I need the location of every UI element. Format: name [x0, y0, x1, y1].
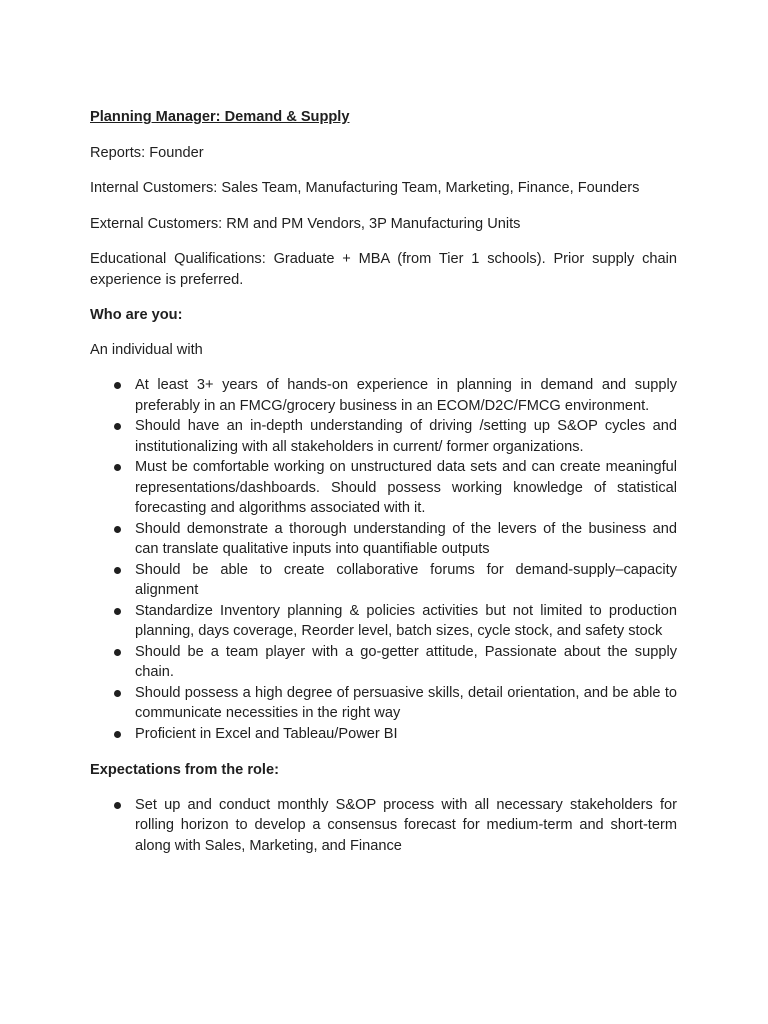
list-item — [90, 375, 677, 416]
bullet-icon — [114, 526, 121, 533]
list-item — [90, 601, 677, 642]
education-paragraph: Educational Qualifications: Graduate + MBA (from Tier 1 schools). Prior supply chain experience is preferred. — [90, 251, 677, 288]
intro-line: An individual with — [90, 341, 203, 358]
list-item-text: Set up and conduct monthly S&OP process with all necessary stakeholders for rolling horizon to develop a consensus forecast for medium-term and short-term along with Sales, Marketing, and Finance — [135, 796, 677, 854]
list-item-text: Should be a team player with a go-getter attitude, Passionate about the supply chain. — [135, 643, 677, 680]
bullet-icon — [114, 567, 121, 574]
bullet-icon — [114, 731, 121, 738]
bullet-icon — [114, 464, 121, 471]
list-item-text: Should have an in-depth understanding of driving /setting up S&OP cycles and institutionalizing with all stakeholders in current/ former organizations. — [135, 418, 677, 455]
bullet-icon — [114, 690, 121, 697]
reports-line: Reports: Founder — [90, 144, 204, 161]
bullet-icon — [114, 649, 121, 656]
list-item-text: Should be able to create collaborative forums for demand-supply–capacity alignment — [135, 561, 677, 598]
list-item-text: Must be comfortable working on unstructured data sets and can create meaningful representations/dashboards. Should possess working knowledge of statistical forecasting and algorithms associated with it. — [135, 459, 677, 516]
list-item — [90, 724, 677, 745]
bullet-icon — [114, 608, 121, 615]
list-item — [90, 795, 677, 857]
expectations-bullet-list — [90, 795, 677, 857]
external-customers-line: External Customers: RM and PM Vendors, 3P Manufacturing Units — [90, 215, 521, 232]
list-item — [90, 519, 677, 560]
bullet-icon — [114, 423, 121, 430]
internal-customers-line: Internal Customers: Sales Team, Manufacturing Team, Marketing, Finance, Founders — [90, 180, 640, 196]
list-item-text: Standardize Inventory planning & policies activities but not limited to production planning, days coverage, Reorder level, batch sizes, cycle stock, and safety stock — [135, 602, 677, 639]
list-item — [90, 457, 677, 519]
list-item-text: Should possess a high degree of persuasive skills, detail orientation, and be able to communicate necessities in the right way — [135, 684, 677, 721]
who-are-you-heading: Who are you: — [90, 307, 183, 323]
list-item — [90, 416, 677, 457]
list-item — [90, 642, 677, 683]
list-item-text: Proficient in Excel and Tableau/Power BI — [135, 725, 398, 742]
who-bullet-list — [90, 375, 677, 744]
list-item-text: Should demonstrate a thorough understanding of the levers of the business and can translate qualitative inputs into quantifiable outputs — [135, 520, 677, 557]
document-body — [90, 107, 677, 872]
bullet-icon — [114, 382, 121, 389]
bullet-icon — [114, 802, 121, 809]
list-item — [90, 560, 677, 601]
expectations-heading: Expectations from the role: — [90, 762, 279, 778]
document-title: Planning Manager: Demand & Supply — [90, 109, 350, 125]
list-item — [90, 683, 677, 724]
list-item-text: At least 3+ years of hands-on experience in planning in demand and supply preferably in an FMCG/grocery business in an ECOM/D2C/FMCG environment. — [135, 377, 677, 414]
